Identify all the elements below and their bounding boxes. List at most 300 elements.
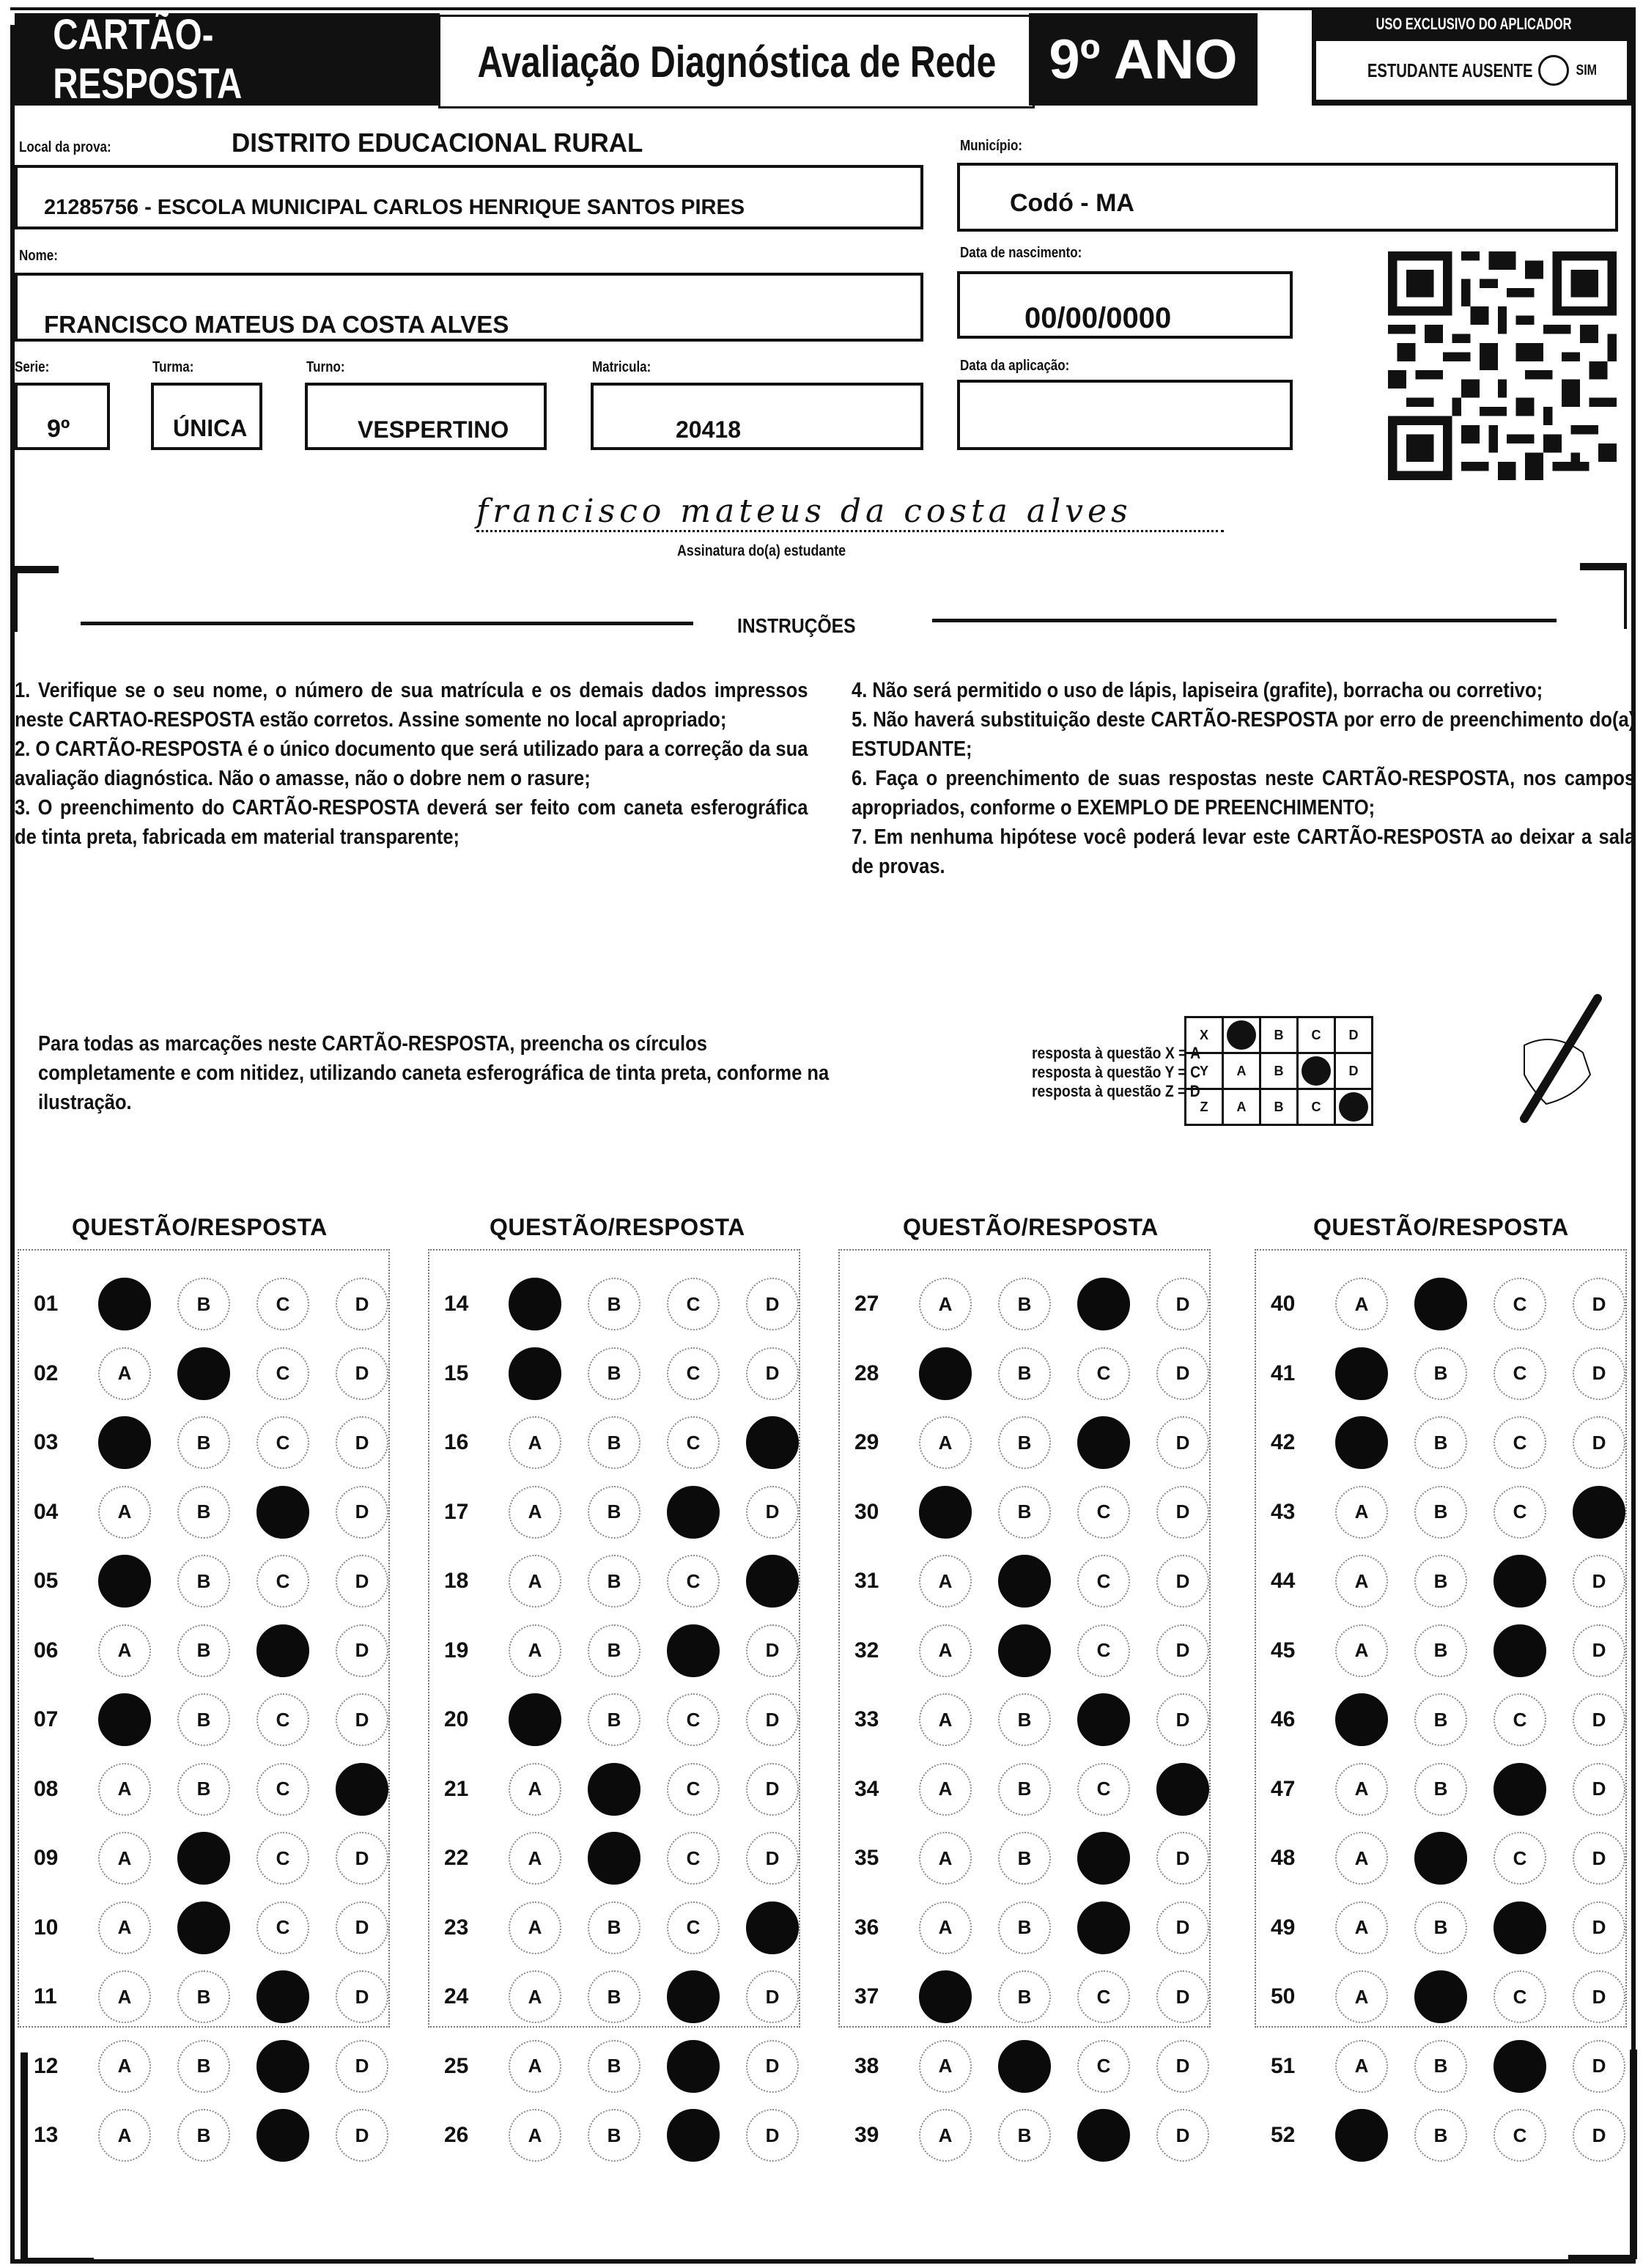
- answer-bubble-b[interactable]: B: [588, 2040, 640, 2093]
- answer-bubble-a[interactable]: A: [509, 1832, 561, 1885]
- question-number: 51: [1271, 2053, 1296, 2078]
- answer-bubble-d[interactable]: D: [746, 1486, 799, 1539]
- answer-bubble-d[interactable]: D: [1156, 1624, 1209, 1677]
- answer-bubble-a[interactable]: A: [919, 1832, 972, 1885]
- answer-bubble-b[interactable]: B: [588, 1693, 640, 1746]
- question-number: 32: [854, 1638, 879, 1663]
- answer-bubble-d[interactable]: D: [1156, 1901, 1209, 1954]
- question-number: 26: [444, 2123, 469, 2147]
- answer-bubble-b[interactable]: B: [588, 1624, 640, 1677]
- qr-code: [1388, 249, 1617, 482]
- answer-bubble-c[interactable]: C: [667, 1763, 720, 1816]
- question-row: [1256, 1902, 1643, 1954]
- question-number: 25: [444, 2053, 469, 2078]
- answer-bubble-a[interactable]: A: [1335, 1832, 1388, 1885]
- answer-bubble-b[interactable]: B: [588, 1486, 640, 1539]
- answer-bubble-b[interactable]: B: [1414, 1901, 1467, 1954]
- example-row: [1186, 1017, 1373, 1053]
- question-row: [840, 1487, 1236, 1538]
- column-title: QUESTÃO/RESPOSTA: [72, 1214, 328, 1240]
- answer-bubble-b[interactable]: B: [998, 1693, 1051, 1746]
- answer-bubble-d[interactable]: D: [336, 1624, 388, 1677]
- answer-bubble-a[interactable]: A: [919, 2040, 972, 2093]
- column-title: QUESTÃO/RESPOSTA: [903, 1214, 1159, 1240]
- question-row: [429, 1764, 825, 1815]
- answer-bubble-c[interactable]: C: [1494, 1347, 1546, 1400]
- question-row: [429, 1694, 825, 1745]
- answer-bubble-a[interactable]: A: [98, 1763, 151, 1816]
- answer-bubble-c[interactable]: C: [256, 1901, 309, 1954]
- answer-bubble-c[interactable]: [667, 1970, 720, 2023]
- answer-bubble-a[interactable]: A: [919, 2109, 972, 2162]
- answer-bubble-b[interactable]: B: [588, 2109, 640, 2162]
- answer-bubble-a[interactable]: [509, 1693, 561, 1746]
- question-number: 07: [34, 1707, 59, 1731]
- answer-bubble-a[interactable]: A: [98, 1624, 151, 1677]
- answer-bubble-c[interactable]: C: [1077, 1763, 1130, 1816]
- question-row: [19, 1694, 415, 1745]
- question-row: [429, 2110, 825, 2161]
- answer-bubble-a[interactable]: A: [919, 1901, 972, 1954]
- answer-bubble-b[interactable]: B: [998, 1278, 1051, 1330]
- answer-column-1: [18, 1249, 390, 2147]
- question-row: [1256, 1487, 1643, 1538]
- question-number: 23: [444, 1915, 469, 1940]
- answer-bubble-d[interactable]: [1573, 1486, 1625, 1539]
- example-option: A: [1223, 1053, 1260, 1089]
- answer-bubble-d[interactable]: D: [746, 1763, 799, 1816]
- answer-bubble-c[interactable]: C: [1494, 1832, 1546, 1885]
- answer-bubble-a[interactable]: A: [1335, 1763, 1388, 1816]
- question-number: 21: [444, 1776, 469, 1801]
- answer-bubble-c[interactable]: C: [667, 1555, 720, 1608]
- answer-bubble-d[interactable]: D: [336, 1486, 388, 1539]
- question-number: 50: [1271, 1984, 1296, 2009]
- question-number: 27: [854, 1292, 879, 1316]
- question-number: 28: [854, 1361, 879, 1385]
- answer-bubble-d[interactable]: D: [1573, 1555, 1625, 1608]
- answer-bubble-a[interactable]: A: [509, 1763, 561, 1816]
- answer-bubble-d[interactable]: D: [336, 1278, 388, 1330]
- answer-bubble-b[interactable]: B: [177, 1970, 230, 2023]
- answer-bubble-c[interactable]: C: [667, 1347, 720, 1400]
- answer-bubble-b[interactable]: [177, 1347, 230, 1400]
- answer-bubble-b[interactable]: B: [177, 1624, 230, 1677]
- answer-bubble-b[interactable]: B: [998, 1486, 1051, 1539]
- question-row: [840, 1555, 1236, 1607]
- answer-bubble-a[interactable]: A: [919, 1416, 972, 1469]
- answer-bubble-d[interactable]: [746, 1901, 799, 1954]
- question-row: [840, 2041, 1236, 2092]
- answer-bubble-d[interactable]: D: [746, 2109, 799, 2162]
- answer-bubble-b[interactable]: B: [1414, 1416, 1467, 1469]
- answer-bubble-c[interactable]: [256, 1486, 309, 1539]
- question-number: 15: [444, 1361, 469, 1385]
- answer-bubble-b[interactable]: B: [588, 1555, 640, 1608]
- answer-bubble-b[interactable]: B: [1414, 1763, 1467, 1816]
- question-number: 46: [1271, 1707, 1296, 1731]
- filled-bubble-icon: [1339, 1092, 1368, 1122]
- answer-bubble-c[interactable]: [667, 2040, 720, 2093]
- answer-bubble-a[interactable]: A: [509, 1970, 561, 2023]
- question-number: 47: [1271, 1776, 1296, 1801]
- example-illustration: [1184, 1016, 1373, 1126]
- answer-bubble-d[interactable]: D: [1573, 2040, 1625, 2093]
- answer-bubble-d[interactable]: D: [336, 1970, 388, 2023]
- nascimento-label: Data de nascimento:: [960, 245, 1082, 261]
- answer-bubble-a[interactable]: A: [1335, 1624, 1388, 1677]
- answer-bubble-b[interactable]: B: [998, 1901, 1051, 1954]
- answer-bubble-d[interactable]: D: [336, 1693, 388, 1746]
- answer-bubble-b[interactable]: B: [588, 1347, 640, 1400]
- answer-bubble-c[interactable]: [1077, 1278, 1130, 1330]
- answer-bubble-a[interactable]: A: [98, 1970, 151, 2023]
- answer-bubble-d[interactable]: D: [336, 2109, 388, 2162]
- answer-bubble-b[interactable]: [177, 1832, 230, 1885]
- answer-bubble-a[interactable]: A: [509, 2109, 561, 2162]
- answer-bubble-b[interactable]: [588, 1832, 640, 1885]
- answer-bubble-b[interactable]: B: [177, 1278, 230, 1330]
- answer-bubble-d[interactable]: D: [1573, 1763, 1625, 1816]
- question-row: [840, 2110, 1236, 2161]
- question-number: 37: [854, 1984, 879, 2009]
- absent-checkbox[interactable]: [1538, 55, 1569, 86]
- answer-bubble-d[interactable]: D: [746, 1832, 799, 1885]
- question-row: [1256, 1555, 1643, 1607]
- question-row: [840, 1278, 1236, 1330]
- answer-bubble-c[interactable]: [256, 2109, 309, 2162]
- answer-bubble-a[interactable]: A: [509, 2040, 561, 2093]
- answer-bubble-a[interactable]: [1335, 1416, 1388, 1469]
- answer-bubble-c[interactable]: C: [256, 1763, 309, 1816]
- answer-bubble-d[interactable]: D: [746, 1347, 799, 1400]
- school-value: 21285756 - ESCOLA MUNICIPAL CARLOS HENRIQUE SANTOS PIRES: [44, 196, 745, 219]
- answer-bubble-b[interactable]: B: [998, 1832, 1051, 1885]
- answer-bubble-c[interactable]: [667, 2109, 720, 2162]
- answer-bubble-c[interactable]: C: [256, 1278, 309, 1330]
- answer-bubble-a[interactable]: A: [98, 1486, 151, 1539]
- answer-bubble-c[interactable]: C: [256, 1693, 309, 1746]
- instructions-divider-right: [932, 619, 1557, 622]
- answer-bubble-b[interactable]: B: [177, 2109, 230, 2162]
- answer-bubble-a[interactable]: A: [509, 1486, 561, 1539]
- answer-bubble-c[interactable]: [1494, 2040, 1546, 2093]
- answer-bubble-b[interactable]: B: [998, 1763, 1051, 1816]
- question-number: 14: [444, 1292, 469, 1316]
- question-row: [429, 1902, 825, 1954]
- answer-bubble-a[interactable]: [98, 1555, 151, 1608]
- question-number: 38: [854, 2053, 879, 2078]
- answer-bubble-a[interactable]: [509, 1278, 561, 1330]
- answer-bubble-c[interactable]: [1077, 2109, 1130, 2162]
- question-row: [1256, 1625, 1643, 1676]
- answer-bubble-c[interactable]: C: [667, 1832, 720, 1885]
- answer-bubble-d[interactable]: D: [1156, 1278, 1209, 1330]
- answer-bubble-b[interactable]: B: [998, 1416, 1051, 1469]
- answer-bubble-d[interactable]: D: [1156, 2109, 1209, 2162]
- nome-value: FRANCISCO MATEUS DA COSTA ALVES: [44, 311, 509, 338]
- answer-bubble-c[interactable]: C: [256, 1832, 309, 1885]
- answer-bubble-a[interactable]: A: [98, 2040, 151, 2093]
- answer-bubble-a[interactable]: A: [98, 2109, 151, 2162]
- answer-bubble-b[interactable]: B: [177, 1555, 230, 1608]
- answer-bubble-c[interactable]: C: [1494, 1278, 1546, 1330]
- answer-bubble-c[interactable]: C: [256, 1416, 309, 1469]
- question-number: 09: [34, 1846, 59, 1870]
- answer-bubble-c[interactable]: C: [256, 1347, 309, 1400]
- answer-bubble-c[interactable]: C: [1077, 1970, 1130, 2023]
- answer-bubble-b[interactable]: B: [1414, 1347, 1467, 1400]
- question-row: [1256, 1694, 1643, 1745]
- answer-bubble-d[interactable]: D: [746, 2040, 799, 2093]
- answer-bubble-d[interactable]: D: [1156, 2040, 1209, 2093]
- answer-bubble-a[interactable]: [1335, 1347, 1388, 1400]
- answer-bubble-d[interactable]: D: [1156, 1970, 1209, 2023]
- answer-bubble-a[interactable]: [98, 1693, 151, 1746]
- question-row: [429, 1555, 825, 1607]
- answer-bubble-a[interactable]: A: [919, 1763, 972, 1816]
- answer-bubble-d[interactable]: [746, 1416, 799, 1469]
- answer-bubble-c[interactable]: C: [1494, 1486, 1546, 1539]
- question-row: [1256, 1971, 1643, 2022]
- absent-option: SIM: [1576, 62, 1597, 78]
- answer-bubble-b[interactable]: B: [588, 1416, 640, 1469]
- answer-bubble-c[interactable]: C: [1077, 1486, 1130, 1539]
- question-number: 05: [34, 1569, 59, 1593]
- answer-bubble-a[interactable]: A: [1335, 2040, 1388, 2093]
- answer-bubble-b[interactable]: B: [998, 2109, 1051, 2162]
- instructions-corner-right: [1580, 563, 1627, 629]
- answer-bubble-c[interactable]: [1077, 1901, 1130, 1954]
- answer-bubble-c[interactable]: [1494, 1763, 1546, 1816]
- answer-bubble-c[interactable]: C: [667, 1901, 720, 1954]
- answer-bubble-d[interactable]: D: [1573, 1693, 1625, 1746]
- answer-bubble-a[interactable]: A: [919, 1555, 972, 1608]
- answer-bubble-b[interactable]: B: [1414, 1624, 1467, 1677]
- answer-column-2: [428, 1249, 800, 2147]
- answer-bubble-c[interactable]: [1494, 1555, 1546, 1608]
- answer-bubble-d[interactable]: D: [1156, 1347, 1209, 1400]
- answer-bubble-d[interactable]: D: [746, 1693, 799, 1746]
- answer-bubble-d[interactable]: D: [336, 1832, 388, 1885]
- answer-bubble-a[interactable]: A: [1335, 1555, 1388, 1608]
- question-number: 36: [854, 1915, 879, 1940]
- answer-bubble-d[interactable]: D: [746, 1278, 799, 1330]
- answer-bubble-a[interactable]: A: [919, 1278, 972, 1330]
- answer-bubble-c[interactable]: [1077, 1832, 1130, 1885]
- answer-bubble-d[interactable]: [1156, 1763, 1209, 1816]
- answer-bubble-a[interactable]: A: [509, 1555, 561, 1608]
- answer-bubble-c[interactable]: C: [1494, 1970, 1546, 2023]
- local-label: Local da prova:: [19, 139, 111, 155]
- answer-bubble-b[interactable]: [1414, 1970, 1467, 2023]
- answer-bubble-d[interactable]: D: [1573, 1416, 1625, 1469]
- answer-bubble-d[interactable]: D: [336, 2040, 388, 2093]
- answer-bubble-a[interactable]: [98, 1278, 151, 1330]
- answer-bubble-b[interactable]: B: [588, 1901, 640, 1954]
- answer-bubble-b[interactable]: B: [1414, 1486, 1467, 1539]
- answer-bubble-b[interactable]: B: [177, 1486, 230, 1539]
- answer-bubble-b[interactable]: B: [588, 1970, 640, 2023]
- filled-bubble-icon: [1302, 1056, 1331, 1086]
- answer-bubble-c[interactable]: C: [256, 1555, 309, 1608]
- answer-bubble-c[interactable]: C: [1077, 2040, 1130, 2093]
- answer-bubble-c[interactable]: [1077, 1693, 1130, 1746]
- answer-bubble-d[interactable]: D: [1573, 1901, 1625, 1954]
- answer-bubble-c[interactable]: [256, 2040, 309, 2093]
- answer-bubble-b[interactable]: B: [177, 1763, 230, 1816]
- answer-bubble-b[interactable]: [1414, 1832, 1467, 1885]
- example-line-y: resposta à questão Y = C: [1032, 1063, 1201, 1081]
- question-row: [1256, 1417, 1643, 1468]
- turma-field: [151, 383, 262, 450]
- answer-bubble-a[interactable]: [1335, 1693, 1388, 1746]
- answer-bubble-b[interactable]: B: [177, 2040, 230, 2093]
- question-row: [840, 1694, 1236, 1745]
- answer-bubble-a[interactable]: [98, 1416, 151, 1469]
- answer-bubble-c[interactable]: [256, 1970, 309, 2023]
- answer-bubble-c[interactable]: C: [1077, 1347, 1130, 1400]
- answer-bubble-a[interactable]: [1335, 2109, 1388, 2162]
- answer-bubble-c[interactable]: C: [1077, 1555, 1130, 1608]
- answer-bubble-b[interactable]: B: [998, 1347, 1051, 1400]
- answer-bubble-d[interactable]: D: [336, 1901, 388, 1954]
- answer-bubble-b[interactable]: [998, 1624, 1051, 1677]
- serie-field: [15, 383, 110, 450]
- answer-bubble-d[interactable]: [336, 1763, 388, 1816]
- answer-bubble-a[interactable]: A: [98, 1901, 151, 1954]
- answer-bubble-d[interactable]: D: [746, 1970, 799, 2023]
- answer-bubble-c[interactable]: [1494, 1624, 1546, 1677]
- answer-bubble-d[interactable]: D: [1573, 1347, 1625, 1400]
- example-option: D: [1335, 1017, 1373, 1053]
- fill-note: Para todas as marcações neste CARTÃO-RESPOSTA, preencha os círculos completamente e com nitidez, utilizando caneta esferográfica de tinta preta, conforme na ilustração.: [38, 1032, 830, 1114]
- answer-bubble-c[interactable]: C: [1494, 1416, 1546, 1469]
- answer-bubble-b[interactable]: [1414, 1278, 1467, 1330]
- question-number: 35: [854, 1846, 879, 1870]
- answer-bubble-c[interactable]: [256, 1624, 309, 1677]
- instruction-3: 3. O preenchimento do CARTÃO-RESPOSTA deverá ser feito com caneta esferográfica de tinta preta, fabricada em material transparente;: [15, 796, 808, 849]
- answer-bubble-b[interactable]: B: [1414, 2040, 1467, 2093]
- answer-bubble-a[interactable]: A: [509, 1416, 561, 1469]
- answer-bubble-a[interactable]: A: [1335, 1278, 1388, 1330]
- frame-bottom-border: [10, 2259, 1636, 2264]
- answer-bubble-c[interactable]: C: [667, 1278, 720, 1330]
- answer-bubble-d[interactable]: D: [1573, 1832, 1625, 1885]
- answer-bubble-c[interactable]: C: [1077, 1624, 1130, 1677]
- answer-bubble-b[interactable]: B: [1414, 1693, 1467, 1746]
- answer-bubble-a[interactable]: A: [509, 1624, 561, 1677]
- question-number: 30: [854, 1499, 879, 1524]
- answer-bubble-b[interactable]: B: [1414, 1555, 1467, 1608]
- answer-bubble-b[interactable]: [998, 2040, 1051, 2093]
- answer-bubble-a[interactable]: A: [509, 1901, 561, 1954]
- matricula-value: 20418: [676, 416, 741, 443]
- question-number: 33: [854, 1707, 879, 1731]
- answer-bubble-d[interactable]: D: [336, 1555, 388, 1608]
- answer-bubble-a[interactable]: [509, 1347, 561, 1400]
- answer-bubble-d[interactable]: D: [746, 1624, 799, 1677]
- question-number: 13: [34, 2123, 59, 2147]
- answer-bubble-b[interactable]: [998, 1555, 1051, 1608]
- question-row: [1256, 1833, 1643, 1884]
- question-row: [840, 1833, 1236, 1884]
- answer-bubble-a[interactable]: [919, 1347, 972, 1400]
- question-row: [840, 1417, 1236, 1468]
- answer-bubble-a[interactable]: A: [1335, 1901, 1388, 1954]
- answer-bubble-b[interactable]: [177, 1901, 230, 1954]
- answer-bubble-a[interactable]: A: [1335, 1970, 1388, 2023]
- answer-bubble-a[interactable]: A: [1335, 1486, 1388, 1539]
- question-number: 20: [444, 1707, 469, 1731]
- question-row: [1256, 1764, 1643, 1815]
- question-number: 29: [854, 1430, 879, 1454]
- answer-bubble-a[interactable]: [919, 1486, 972, 1539]
- answer-bubble-c[interactable]: [1494, 1901, 1546, 1954]
- question-number: 45: [1271, 1638, 1296, 1663]
- question-number: 12: [34, 2053, 59, 2078]
- question-row: [840, 1902, 1236, 1954]
- answer-bubble-b[interactable]: B: [1414, 2109, 1467, 2162]
- answer-bubble-d[interactable]: D: [1573, 1278, 1625, 1330]
- column-title: QUESTÃO/RESPOSTA: [490, 1214, 745, 1240]
- answer-bubble-c[interactable]: [667, 1624, 720, 1677]
- instructions-divider-left: [81, 622, 693, 625]
- answer-bubble-a[interactable]: A: [98, 1347, 151, 1400]
- answer-bubble-b[interactable]: B: [998, 1970, 1051, 2023]
- answer-bubble-d[interactable]: D: [336, 1416, 388, 1469]
- answer-bubble-b[interactable]: B: [177, 1693, 230, 1746]
- question-number: 31: [854, 1569, 879, 1593]
- answer-bubble-b[interactable]: B: [588, 1278, 640, 1330]
- question-row: [429, 2041, 825, 2092]
- question-number: 03: [34, 1430, 59, 1454]
- nome-field: [15, 273, 923, 342]
- answer-bubble-d[interactable]: D: [1156, 1555, 1209, 1608]
- answer-bubble-d[interactable]: D: [1156, 1693, 1209, 1746]
- answer-bubble-d[interactable]: D: [1573, 1624, 1625, 1677]
- answer-bubble-c[interactable]: C: [1494, 1693, 1546, 1746]
- example-option: B: [1260, 1017, 1298, 1053]
- answer-bubble-d[interactable]: D: [1573, 1970, 1625, 2023]
- answer-bubble-a[interactable]: A: [919, 1693, 972, 1746]
- example-question-label: Z: [1186, 1089, 1223, 1125]
- example-question-label: X: [1186, 1017, 1223, 1053]
- answer-bubble-c[interactable]: [1077, 1416, 1130, 1469]
- answer-bubble-d[interactable]: D: [1156, 1832, 1209, 1885]
- answer-bubble-a[interactable]: A: [919, 1624, 972, 1677]
- answer-bubble-c[interactable]: C: [667, 1416, 720, 1469]
- answer-bubble-d[interactable]: D: [1156, 1486, 1209, 1539]
- question-row: [19, 1487, 415, 1538]
- answer-bubble-c[interactable]: [667, 1486, 720, 1539]
- answer-bubble-a[interactable]: [919, 1970, 972, 2023]
- answer-bubble-b[interactable]: [588, 1763, 640, 1816]
- answer-bubble-a[interactable]: A: [98, 1832, 151, 1885]
- question-row: [429, 1417, 825, 1468]
- filled-bubble-icon: [1227, 1020, 1256, 1050]
- question-row: [19, 1348, 415, 1399]
- answer-bubble-c[interactable]: C: [1494, 2109, 1546, 2162]
- answer-bubble-b[interactable]: B: [177, 1416, 230, 1469]
- bottom-corner-left: [21, 2052, 94, 2262]
- answer-bubble-d[interactable]: D: [336, 1347, 388, 1400]
- answer-bubble-d[interactable]: D: [1573, 2109, 1625, 2162]
- answer-bubble-d[interactable]: [746, 1555, 799, 1608]
- instruction-2: 2. O CARTÃO-RESPOSTA é o único documento que será utilizado para a correção da sua avaliação diagnóstica. Não o amasse, não o dobre nem o rasure;: [15, 737, 808, 790]
- answer-bubble-c[interactable]: C: [667, 1693, 720, 1746]
- answer-bubble-d[interactable]: D: [1156, 1416, 1209, 1469]
